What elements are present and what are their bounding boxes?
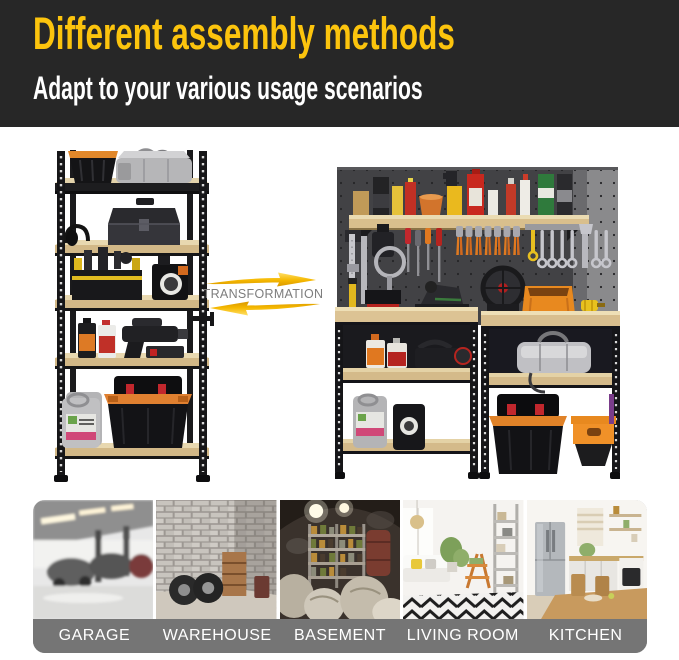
tier2-toolbox: [66, 198, 180, 246]
garage-photo: [33, 500, 153, 619]
living-room-photo: [403, 500, 523, 619]
workbench-illustration: [335, 164, 620, 482]
scenario-labels: [33, 619, 647, 653]
shelf-unit-illustration: [52, 146, 217, 484]
scenario-photos: [33, 500, 647, 619]
usage-scenarios-panel: [33, 500, 647, 653]
fridge: [535, 522, 565, 596]
scenario-label-basement: BASEMENT: [293, 627, 386, 644]
tier4-bottles-and-drill: [78, 318, 188, 358]
arrow-right-icon: [204, 271, 322, 287]
tier5-jugs-and-tote: [62, 376, 192, 448]
scenario-label-kitchen: KITCHEN: [548, 627, 623, 644]
header-banner: [0, 0, 679, 127]
warehouse-photo: [156, 500, 276, 619]
scenario-label-garage: GARAGE: [58, 627, 131, 644]
scenario-label-warehouse: WAREHOUSE: [162, 627, 272, 644]
arrow-left-icon: [204, 301, 322, 317]
transformation-indicator: [202, 271, 324, 319]
tier1-bin-and-bag: [68, 150, 192, 183]
workbench-frames: [335, 307, 620, 479]
basement-photo: [280, 500, 400, 619]
banner-subtitle: Adapt to your various usage scenarios: [33, 70, 423, 106]
banner-title: Different assembly methods: [33, 8, 455, 59]
scenario-label-living-room: LIVING ROOM: [406, 627, 519, 644]
transformation-text: TRANSFORMATION: [202, 287, 324, 301]
kitchen-photo: [527, 500, 647, 619]
transformation-stage: [0, 127, 679, 500]
